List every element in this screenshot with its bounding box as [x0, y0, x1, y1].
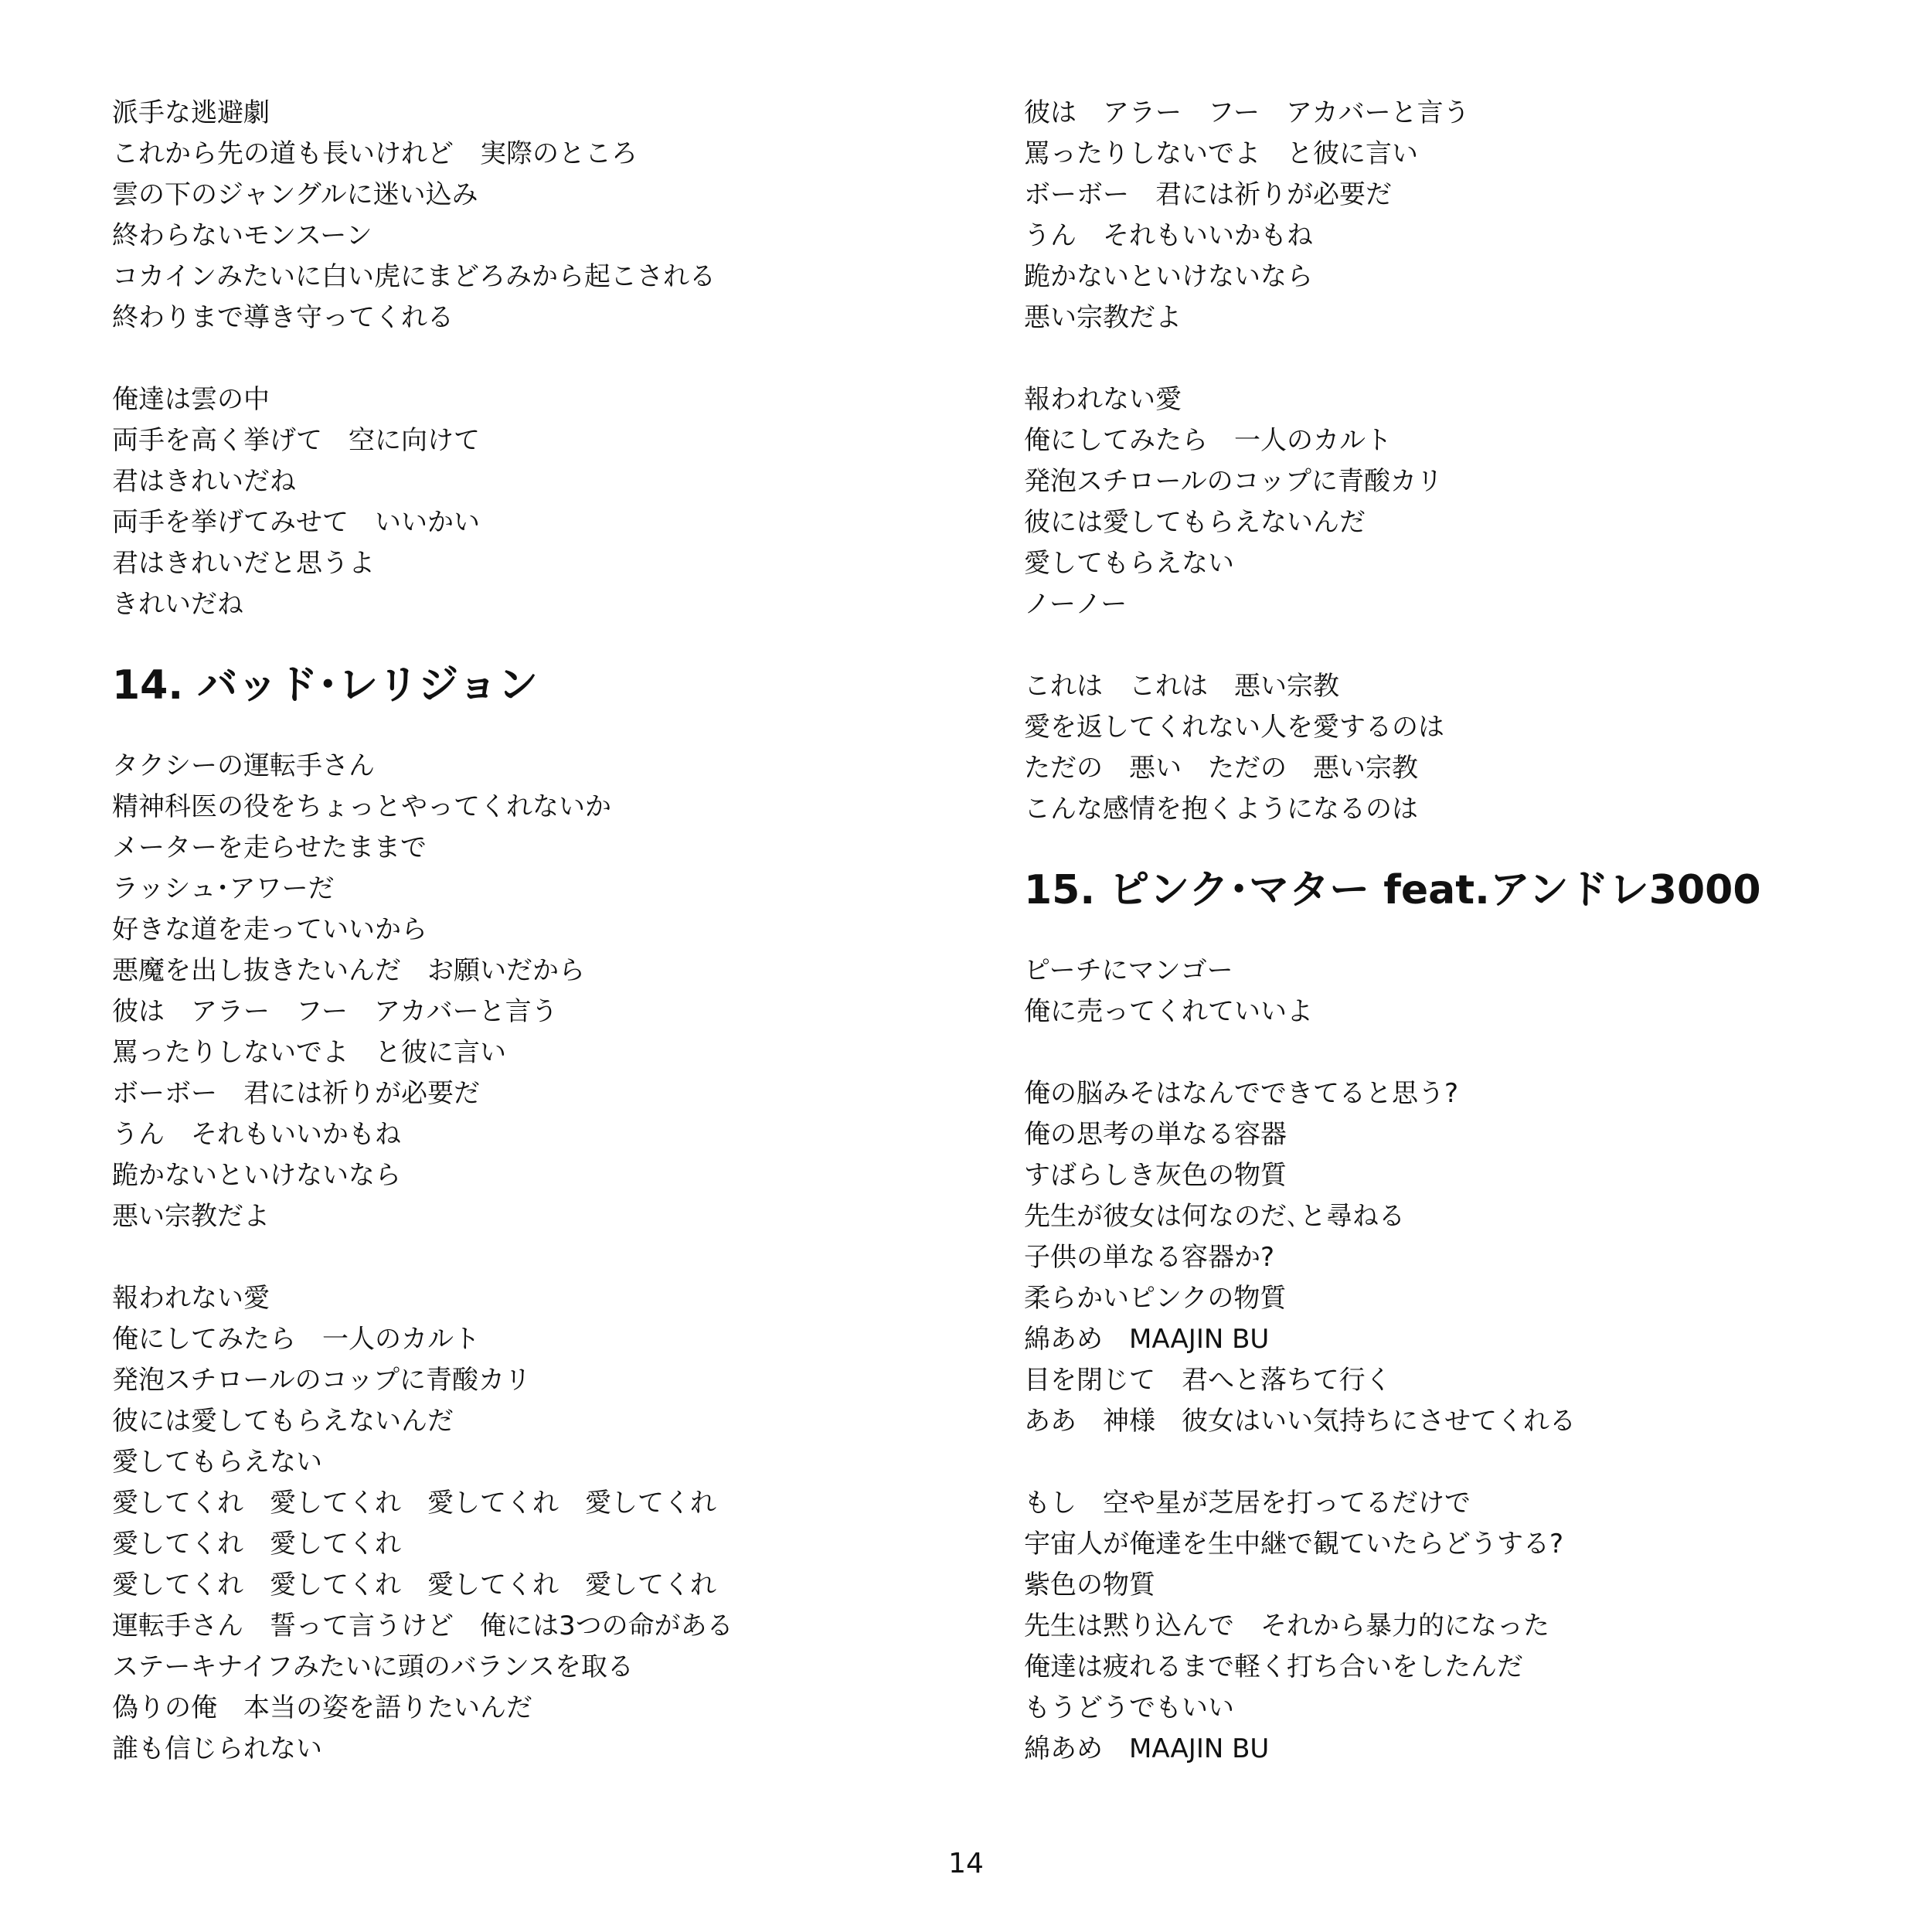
lyric-line: すばらしき灰色の物質 [1024, 1160, 1287, 1191]
lyric-line: 悪い宗教だよ [112, 1201, 270, 1232]
lyric-line: 愛してもらえない [1024, 548, 1234, 579]
lyric-line: 精神科医の役をちょっとやってくれないか [112, 791, 611, 822]
lyric-line: ノーノー [1024, 589, 1128, 620]
stanza-gap [1024, 338, 1835, 379]
lyric-line: 終わりまで導き守ってくれる [112, 302, 454, 333]
lyric-line: 報われない愛 [112, 1283, 270, 1314]
lyric-line: 子供の単なる容器か? [1024, 1242, 1275, 1273]
lyric-line: 好きな道を走っていいから [112, 914, 427, 945]
lyric-line: 俺にしてみたら 一人のカルト [1024, 425, 1392, 456]
lyric-line: うん それもいいかもね [112, 1119, 401, 1150]
lyric-line: タクシーの運転手さん [112, 750, 375, 781]
lyric-line: これから先の道も長いけれど 実際のところ [112, 138, 638, 169]
lyric-line: 彼は アラー フー アカバーと言う [1024, 97, 1470, 128]
lyric-line: 罵ったりしないでよ と彼に言い [1024, 138, 1418, 169]
lyric-line: 俺にしてみたら 一人のカルト [112, 1324, 480, 1355]
right-column [1024, 93, 1835, 1770]
stanza [1024, 1483, 1835, 1770]
lyric-line: きれいだね [112, 589, 243, 620]
lyric-line: 悪魔を出し抜きたいんだ お願いだから [112, 955, 585, 986]
lyric-line: 偽りの俺 本当の姿を語りたいんだ [112, 1692, 532, 1723]
lyric-line: 彼は アラー フー アカバーと言う [112, 996, 558, 1027]
lyric-line: 派手な逃避劇 [112, 97, 270, 128]
lyric-line: 宇宙人が俺達を生中継で観ていたらどうする? [1024, 1529, 1564, 1560]
lyric-line: 雲の下のジャングルに迷い込み [112, 179, 478, 210]
left-column [112, 93, 923, 1770]
lyric-line: もし 空や星が芝居を打ってるだけで [1024, 1488, 1471, 1519]
lyric-line: ラッシュ･アワーだ [112, 873, 335, 904]
lyric-line: 終わらないモンスーン [112, 220, 372, 251]
lyric-line: 運転手さん 誓って言うけど 俺には3つの命がある [112, 1611, 733, 1641]
stanza [112, 746, 923, 1237]
lyric-line: 誰も信じられない [112, 1733, 322, 1764]
lyric-line: 跪かないといけないなら [1024, 261, 1313, 292]
lyric-line: 俺に売ってくれていいよ [1024, 996, 1313, 1027]
stanza [1024, 93, 1835, 338]
lyric-line: メーターを走らせたままで [112, 832, 427, 863]
stanza [1024, 379, 1835, 625]
stanza-gap [1024, 1442, 1835, 1483]
lyric-line: 先生は黙り込んで それから暴力的になった [1024, 1611, 1549, 1641]
song-title-14: 14. バッド･レリジョン [112, 662, 539, 709]
lyric-line: 俺の脳みそはなんでできてると思う? [1024, 1078, 1459, 1109]
lyric-line: 俺達は雲の中 [112, 384, 270, 415]
lyric-line: ああ 神様 彼女はいい気持ちにさせてくれる [1024, 1406, 1576, 1437]
lyric-line: もうどうでもいい [1024, 1692, 1234, 1723]
lyric-line: 柔らかいピンクの物質 [1024, 1283, 1287, 1314]
lyric-line: 両手を挙げてみせて いいかい [112, 507, 480, 538]
lyric-line: 報われない愛 [1024, 384, 1182, 415]
lyric-line: 彼には愛してもらえないんだ [112, 1406, 454, 1437]
lyric-line: 両手を高く挙げて 空に向けて [112, 425, 480, 456]
lyric-line: ピーチにマンゴー [1024, 955, 1233, 986]
lyric-line: 俺達は疲れるまで軽く打ち合いをしたんだ [1024, 1651, 1523, 1682]
lyric-line: ボーボー 君には祈りが必要だ [1024, 179, 1392, 210]
lyric-line: コカインみたいに白い虎にまどろみから起こされる [112, 261, 716, 292]
stanza [1024, 1073, 1835, 1442]
song-title-15: 15. ピンク･マター feat.アンドレ3000 [1024, 867, 1761, 913]
lyric-line: 愛してくれ 愛してくれ 愛してくれ 愛してくれ [112, 1488, 716, 1519]
stanza-gap [112, 338, 923, 379]
stanza [112, 379, 923, 625]
stanza-gap [112, 1237, 923, 1278]
lyric-line: 目を閉じて 君へと落ちて行く [1024, 1365, 1392, 1396]
lyric-line: 跪かないといけないなら [112, 1160, 401, 1191]
stanza [112, 1278, 923, 1770]
lyric-line: ボーボー 君には祈りが必要だ [112, 1078, 480, 1109]
lyric-line: ただの 悪い ただの 悪い宗教 [1024, 753, 1418, 784]
stanza [1024, 951, 1835, 1032]
lyric-line: 悪い宗教だよ [1024, 302, 1182, 333]
lyric-line: 俺の思考の単なる容器 [1024, 1119, 1287, 1150]
lyric-line: 愛してもらえない [112, 1447, 322, 1478]
page-number: 14 [948, 1848, 984, 1879]
lyric-line: 発泡スチロールのコップに青酸カリ [1024, 466, 1443, 497]
lyric-line: うん それもいいかもね [1024, 220, 1313, 251]
lyric-line: 罵ったりしないでよ と彼に言い [112, 1037, 506, 1068]
lyric-line: ステーキナイフみたいに頭のバランスを取る [112, 1651, 634, 1682]
stanza [112, 93, 923, 338]
stanza-gap [1024, 1032, 1835, 1073]
lyric-line: 君はきれいだと思うよ [112, 548, 375, 579]
stanza [1024, 666, 1835, 830]
lyric-line: 愛してくれ 愛してくれ 愛してくれ 愛してくれ [112, 1570, 716, 1600]
lyric-line: これは これは 悪い宗教 [1024, 671, 1339, 702]
lyric-line: 発泡スチロールのコップに青酸カリ [112, 1365, 531, 1396]
lyric-line: 愛を返してくれない人を愛するのは [1024, 712, 1444, 743]
lyric-line: 綿あめ MAAJIN BU [1024, 1733, 1270, 1764]
lyric-line: 愛してくれ 愛してくれ [112, 1529, 401, 1560]
stanza-gap [1024, 625, 1835, 666]
lyric-line: 彼には愛してもらえないんだ [1024, 507, 1366, 538]
lyric-line: こんな感情を抱くようになるのは [1024, 794, 1418, 825]
lyric-line: 君はきれいだね [112, 466, 296, 497]
lyric-line: 綿あめ MAAJIN BU [1024, 1324, 1270, 1355]
lyric-line: 紫色の物質 [1024, 1570, 1155, 1600]
lyric-line: 先生が彼女は何なのだ､と尋ねる [1024, 1201, 1405, 1232]
